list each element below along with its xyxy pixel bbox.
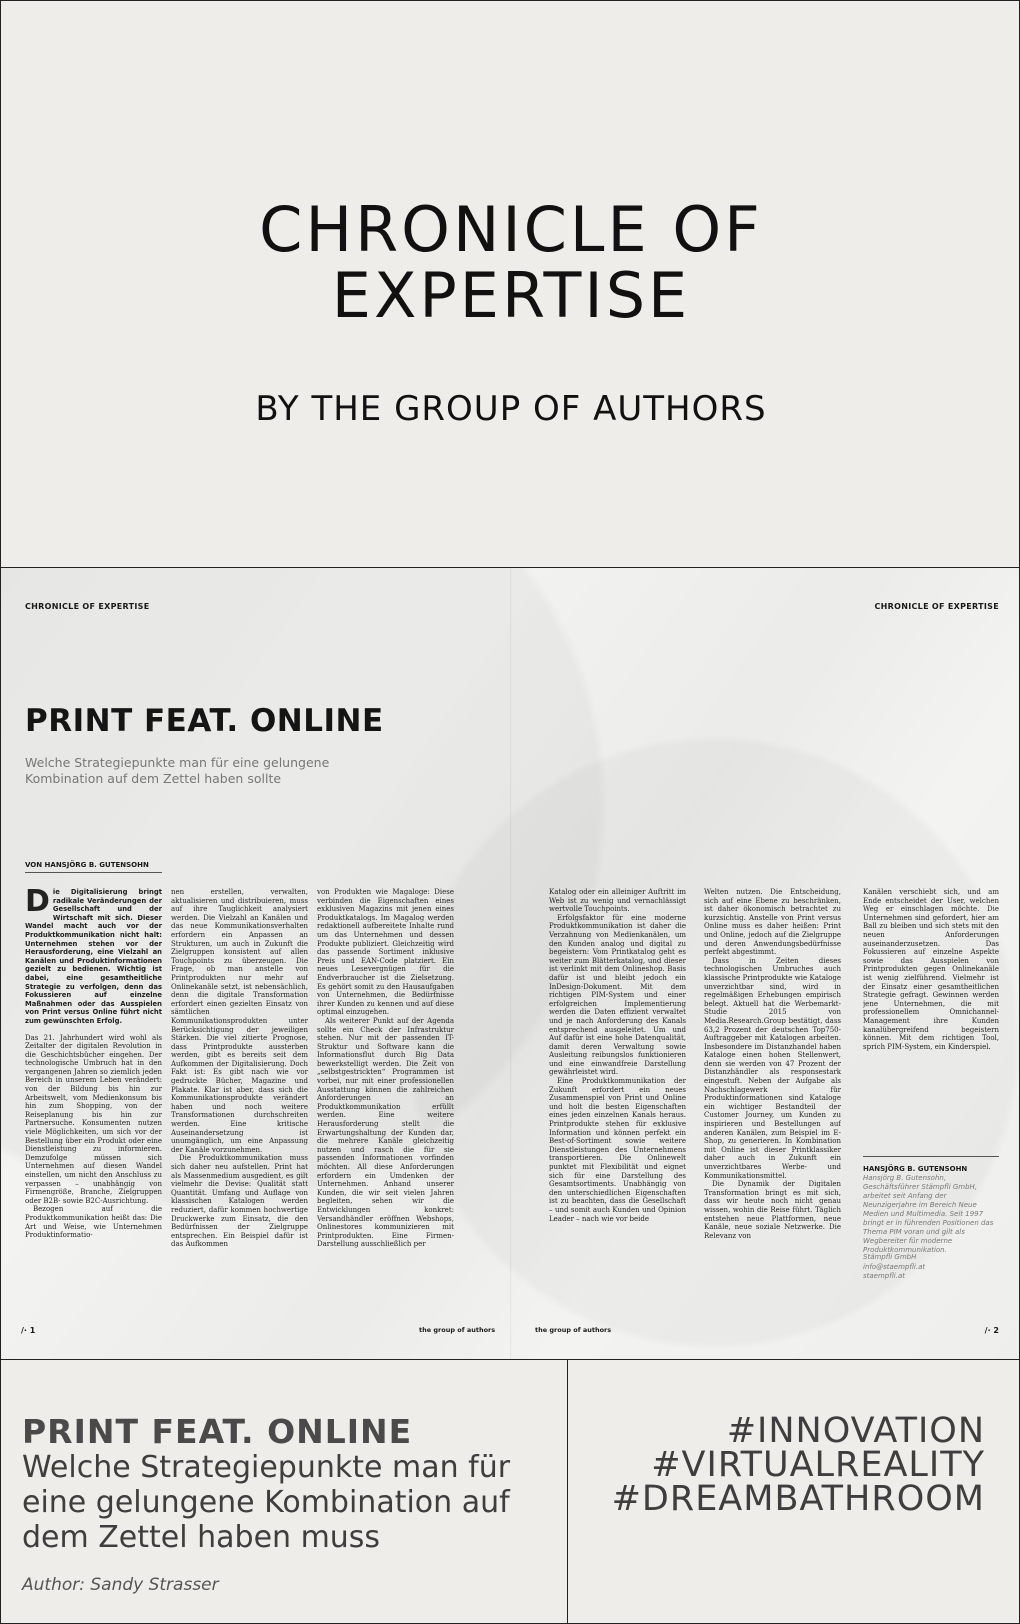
body-paragraph: Die Produktkommunikation muss sich daher neu aufstellen. Print hat als Massenmedium ausgedient, es gilt vielmehr die Devise: Qualität statt Quantität. Umfang und Auflage von klassischen Katalogen werden reduziert, dafür kommen hochwertige Druckwerke zum Einsatz, die den Bedürfnissen der Zielgruppe entsprechen. Ein Beispiel dafür ist das Aufkommen [171,1154,308,1249]
text-column-5 [704,888,841,1348]
cover-panel [0,0,1020,568]
page-marker-icon: /· [984,1326,994,1335]
article-title: PRINT FEAT. ONLINE [25,703,384,739]
summary-panel [0,1359,568,1624]
body-paragraph: Welten nutzen. Die Entscheidung, sich auf eine Ebene zu beschränken, ist daher ökonomisch betrachtet zu kurzsichtig. Anstelle von Print versus Online muss es daher heißen: Print und Online, jedoch auf die Zielgruppe und deren Anwendungsbedürfnisse perfekt abgestimmt. [704,888,841,957]
body-paragraph: nen erstellen, verwalten, aktualisieren und distribuieren, muss auf ihre Tauglichkeit analysiert werden. Die Vielzahl an Kanälen und das neue Kommunikationsverhalten erfordern ein Anpassen an Strukturen, um auch in Zukunft die Zielgruppen konsistent auf allen Touchpoints zu überzeugen. Die Frage, ob man anstelle von Printprodukten nur mehr auf Onlinekanäle setzt, ist nebensächlich, denn die digitale Transformation erfordert einen gezielten Einsatz von sämtlichen Kommunikationsprodukten unter Berücksichtigung der jeweiligen Stärken. Die viel zitierte Prognose, dass Printprodukte aussterben werden, gibt es bereits seit dem Aufkommen der Digitalisierung. Doch Fakt ist: Es gibt nach wie vor gedruckte Bücher, Magazine und Plakate. Klar ist aber, dass sich die Kommunikationsprodukte verändert haben und noch weitere Transformationen durchschreiten werden. Eine kritische Auseinandersetzung ist unumgänglich, um eine Anpassung der Kanäle vorzunehmen. [171,888,308,1154]
text-column-3 [317,888,454,1348]
tag-list [611,1411,985,1519]
tags-panel [567,1359,1020,1624]
page-number-left [21,1326,35,1335]
lead-paragraph [25,888,162,1026]
text-column-1 [25,888,162,1348]
body-paragraph: Kanälen verschiebt sich, und am Ende entscheidet der User, welchen Weg er einschlagen möchte. Die Unternehmen sind gefordert, hier am Ball zu bleiben und sich stets mit den neuen Anforderungen auseinanderzusetzen. Das Fokussieren auf einzelne Aspekte sowie das Ausspielen von Printprodukten gegen Onlinekanäle ist wenig zielführend. Vielmehr ist der Einsatz einer gesamtheitlichen Strategie gefragt. Gewinnen werden jene Unternehmen, die mit professionellem Omnichannel-Management ihre Kunden kanalübergreifend begeistern können. Mit dem richtigen Tool, sprich PIM-System, ein Kinderspiel. [863,888,999,1051]
body-paragraph: Erfolgsfaktor für eine moderne Produktkommunikation ist daher die Verzahnung von Medienkanälen, um den Kunden analog und digital zu begeistern: Vom Printkatalog geht es weiter zum Blätterkatalog, und dieser ist verlinkt mit dem Onlineshop. Basis dafür ist und bleibt jedoch ein InDesign-Dokument. Mit dem richtigen PIM-System und einer erfolgreichen Implementierung werden die Daten effizient verwaltet und je nach Anforderung des Kanals entsprechend ausgeleitet. Um und Auf dafür ist eine hohe Datenqualität, damit deren Verwaltung sowie Ausleitung reibungslos funktionieren und eine einwandfreie Darstellung gewährleistet wird. [549,913,686,1077]
body-paragraph: Eine Produktkommunikation der Zukunft erfordert ein neues Zusammenspiel von Print und Online und holt die besten Eigenschaften eines jeden einzelnen Kanals heraus. Printprodukte stehen für exklusive Information und können perfekt ein Best-of-Sortiment sowie weitere Dienstleistungen des Unternehmens transportieren. Die Onlinewelt punktet mit Flexibilität und eignet sich für eine Darstellung des Gesamtsortiments. Unabhängig von den unterschiedlichen Eigenschaften ist zu beachten, dass die Gesellschaft – und somit auch Kunden und Opinion Leader – nach wie vor beide [549,1077,686,1223]
page-number-right [985,1326,999,1335]
bio-website: staempfli.at [863,1272,905,1280]
text-column-6 [863,888,999,1088]
bio-email: info@staempfli.at [863,1262,926,1271]
bio-contact [863,1253,999,1282]
body-paragraph: Katalog oder ein alleiniger Auftritt im Web ist zu wenig und vernachlässigt wertvolle Touchpoints. [549,888,686,914]
text-column-2 [171,888,308,1348]
page-number-left-value: 1 [29,1326,36,1335]
page-marker-icon: /· [21,1326,30,1335]
lead-text: ie Digitalisierung bringt radikale Veränderungen der Gesellschaft und der Wirtschaft mit sich. Dieser Wandel macht auch vor der Produktkommunikation nicht halt: Unternehmen stehen vor der Herausforderung, eine Vielzahl an Kanälen und Produktinformationen gezielt zu bedienen. Wichtig ist dabei, eine gesamtheitliche Strategie zu verfolgen, denn das Fokussieren auf einzelne Maßnahmen oder das Ausspielen von Print versus Online führt nicht zum gewünschten Erfolg. [25,888,162,1025]
body-paragraph: Das 21. Jahrhundert wird wohl als Zeitalter der digitalen Revolution in die Geschichtsbücher eingehen. Der technologische Umbruch hat in den vergangenen Jahren so ziemlich jeden Bereich in unserem Leben verändert: von der Bildung bis hin zur Arbeitswelt, vom Medienkonsum bis hin zum Shopping, von der Reiseplanung bis hin zur Partnersuche. Konsumenten nutzen viele Möglichkeiten, um sich vor der Bestellung über ein Produkt oder eine Dienstleistung zu informieren. Demzufolge müssen sich Unternehmen auf diesen Wandel einstellen, um nicht den Anschluss zu verpassen – unabhängig von Firmengröße, Branche, Zielgruppen oder B2B- sowie B2C-Ausrichtung. [25,1033,162,1205]
text-column-4 [549,888,686,1348]
bio-name: HANSJÖRG B. GUTENSOHN [863,1156,999,1173]
running-head-right: CHRONICLE OF EXPERTISE [874,602,999,611]
summary-title: PRINT FEAT. ONLINE [22,1412,413,1451]
running-head-left: CHRONICLE OF EXPERTISE [25,602,150,611]
page-number-right-value: 2 [993,1326,999,1335]
magazine-spread [0,567,1020,1360]
footer-left: the group of authors [419,1326,496,1334]
body-paragraph: Die Dynamik der Digitalen Transformation bringt es mit sich, dass wir heute noch nicht genau wissen, wohin die Reise führt. Täglich entstehen neue Plattformen, neue Kanäle, neue soziale Netzwerke. Die Relevanz von [704,1180,841,1240]
footer-right: the group of authors [535,1326,612,1334]
summary-author: Author: Sandy Strasser [22,1575,219,1595]
body-paragraph: Dass in Zeiten dieses technologischen Umbruches auch klassische Printprodukte wie Kataloge unverzichtbar sind, wird in regelmäßigen Erhebungen empirisch belegt. Aktuell hat die Werbemarkt-Studie 2015 von Media.Research.Group bestätigt, dass 63,2 Prozent der deutschen Top750-Auftraggeber mit Katalogen arbeiten. Insbesondere im Distanzhandel haben Kataloge einen hohen Stellenwert, denn sie werden von 47 Prozent der Distanzhändler als responsestark eingestuft. Neben der Aufgabe als Nachschlagewerk für Produktinformationen sind Kataloge ein wichtiger Bestandteil der Customer Journey, um Kunden zu inspirieren und Bestellungen auf anderen Kanälen, zum Beispiel im E-Shop, zu generieren. In Kombination mit Online ist dieser Printklassiker daher auch in Zukunft ein unverzichtbares Werbe- und Kommunikationsmittel. [704,956,841,1180]
spread-gutter [510,568,512,1360]
cover-title [1,193,1020,332]
cover-title-line2: EXPERTISE [331,259,691,332]
body-paragraph: Als weiterer Punkt auf der Agenda sollte ein Check der Infrastruktur stehen. Nur mit der passenden IT-Struktur und Software kann die Informationsflut durch Big Data bewerkstelligt werden. Die Zeit von „selbstgestrickten“ Programmen ist vorbei, nur mit einer professionellen Ausstattung können die zahlreichen Anforderungen an Produktkommunikation erfüllt werden. Eine weitere Herausforderung stellt die Erwartungshaltung der Kunden dar, die mehrere Kanäle gleichzeitig nutzen und rasch die für sie passenden Informationen vorfinden möchten. All diese Anforderungen erfordern ein Umdenken der Unternehmen. Anhand unserer Kunden, die wir seit vielen Jahren begleiten, sehen wir die Entwicklungen konkret: Versandhändler eröffnen Webshops, Onlinestores kommunizieren mit Printprodukten. Eine Firmen-Darstellung ausschließlich per [317,1016,454,1249]
bio-text: Hansjörg B. Gutensohn, Geschäftsführer Stämpfli GmbH, arbeitet seit Anfang der Neunzigerjahre im Bereich Neue Medien und Multimedia. Seit 1997 bringt er in führenden Positionen das Thema PIM voran und gilt als Wegbereiter für moderne Produktkommunikation. [863,1174,994,1254]
tag-innovation[interactable]: #INNOVATION [726,1411,985,1451]
summary-subtitle: Welche Strategiepunkte man für eine gelungene Kombination auf dem Zettel haben muss [22,1450,511,1555]
article-subtitle: Welche Strategiepunkte man für eine gelungene Kombination auf dem Zettel haben sollte [25,755,330,786]
tag-virtualreality[interactable]: #VIRTUALREALITY [651,1445,985,1485]
article-author: VON HANSJÖRG B. GUTENSOHN [25,861,162,873]
body-paragraph: Bezogen auf die Produktkommunikation heißt das: Die Art und Weise, wie Unternehmen Produktinformatio- [25,1205,162,1240]
cover-title-line1: CHRONICLE OF [259,193,763,266]
bio-company: Stämpfli GmbH [863,1253,917,1261]
tag-dreambathroom[interactable]: #DREAMBATHROOM [611,1479,985,1519]
drop-cap: D [25,888,50,919]
cover-byline: BY THE GROUP OF AUTHORS [255,389,767,429]
body-paragraph: von Produkten wie Magaloge: Diese verbinden die Eigenschaften eines exklusiven Magazins mit jenen eines Produktkatalogs. Im Magalog werden redaktionell aufbereitete Inhalte rund um das Unternehmen und dessen Produkte publiziert. Gleichzeitig wird das passende Sortiment inklusive Preis und EAN-Code platziert. Ein neues Lesevergnügen für die Endverbraucher ist die Zielsetzung. Es gehört somit zu den Hausaufgaben von Unternehmen, die Bedürfnisse ihrer Kunden zu kennen und auf diese optimal einzugehen. [317,888,454,1017]
